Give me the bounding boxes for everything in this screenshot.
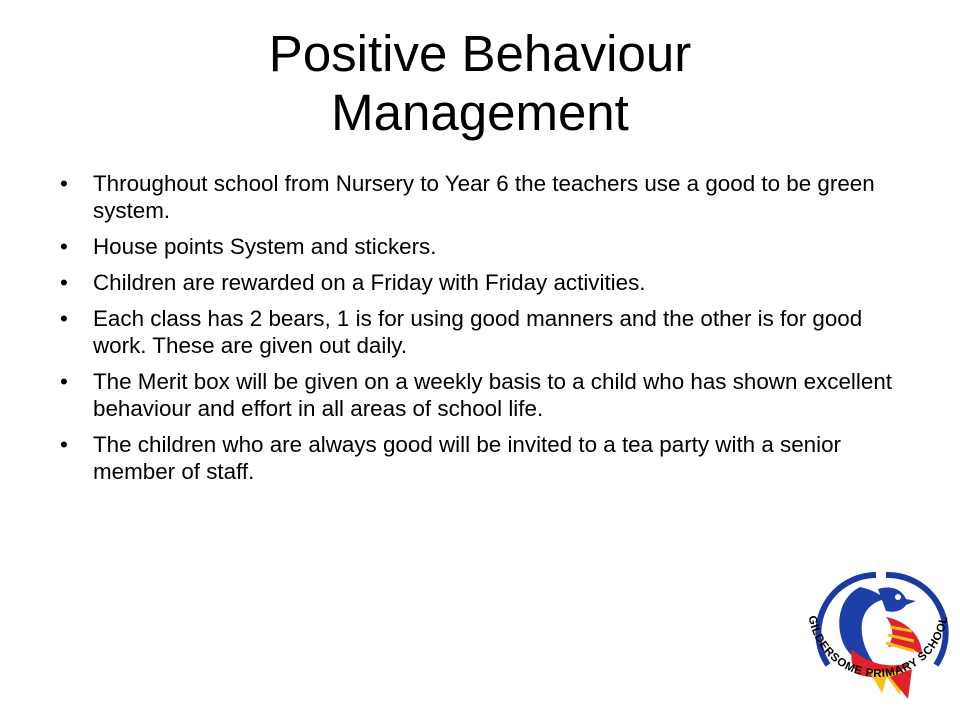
school-logo: [790, 565, 960, 715]
bullet-dot-icon: •: [60, 369, 68, 394]
bullet-text: Children are rewarded on a Friday with Friday activities.: [93, 270, 646, 295]
bullet-item: [60, 170, 910, 224]
bullet-item: [60, 269, 910, 296]
slide-title: [0, 24, 960, 142]
bullet-dot-icon: •: [60, 234, 68, 259]
bullet-text: Each class has 2 bears, 1 is for using good manners and the other is for good work. These are given out daily.: [93, 306, 863, 358]
title-line-2: Management: [331, 84, 629, 141]
bullet-dot-icon: •: [60, 432, 68, 457]
bullet-text: Throughout school from Nursery to Year 6 the teachers use a good to be green system.: [93, 171, 875, 223]
bullet-item: [60, 368, 910, 422]
bullet-item: [60, 233, 910, 260]
logo-text: GILDERSOME PRIMARY SCHOOL: [805, 614, 951, 680]
bullet-dot-icon: •: [60, 171, 68, 196]
bullet-item: [60, 305, 910, 359]
bullet-text: The Merit box will be given on a weekly basis to a child who has shown excellent behaviour and effort in all areas of school life.: [93, 369, 893, 421]
bullet-dot-icon: •: [60, 270, 68, 295]
phoenix-icon: [839, 587, 922, 699]
bullet-text: The children who are always good will be invited to a tea party with a senior member of staff.: [93, 432, 841, 484]
bullet-dot-icon: •: [60, 306, 68, 331]
bullet-item: [60, 431, 910, 485]
bullet-list: [60, 170, 910, 494]
title-line-1: Positive Behaviour: [268, 25, 692, 82]
bullet-text: House points System and stickers.: [93, 234, 437, 259]
